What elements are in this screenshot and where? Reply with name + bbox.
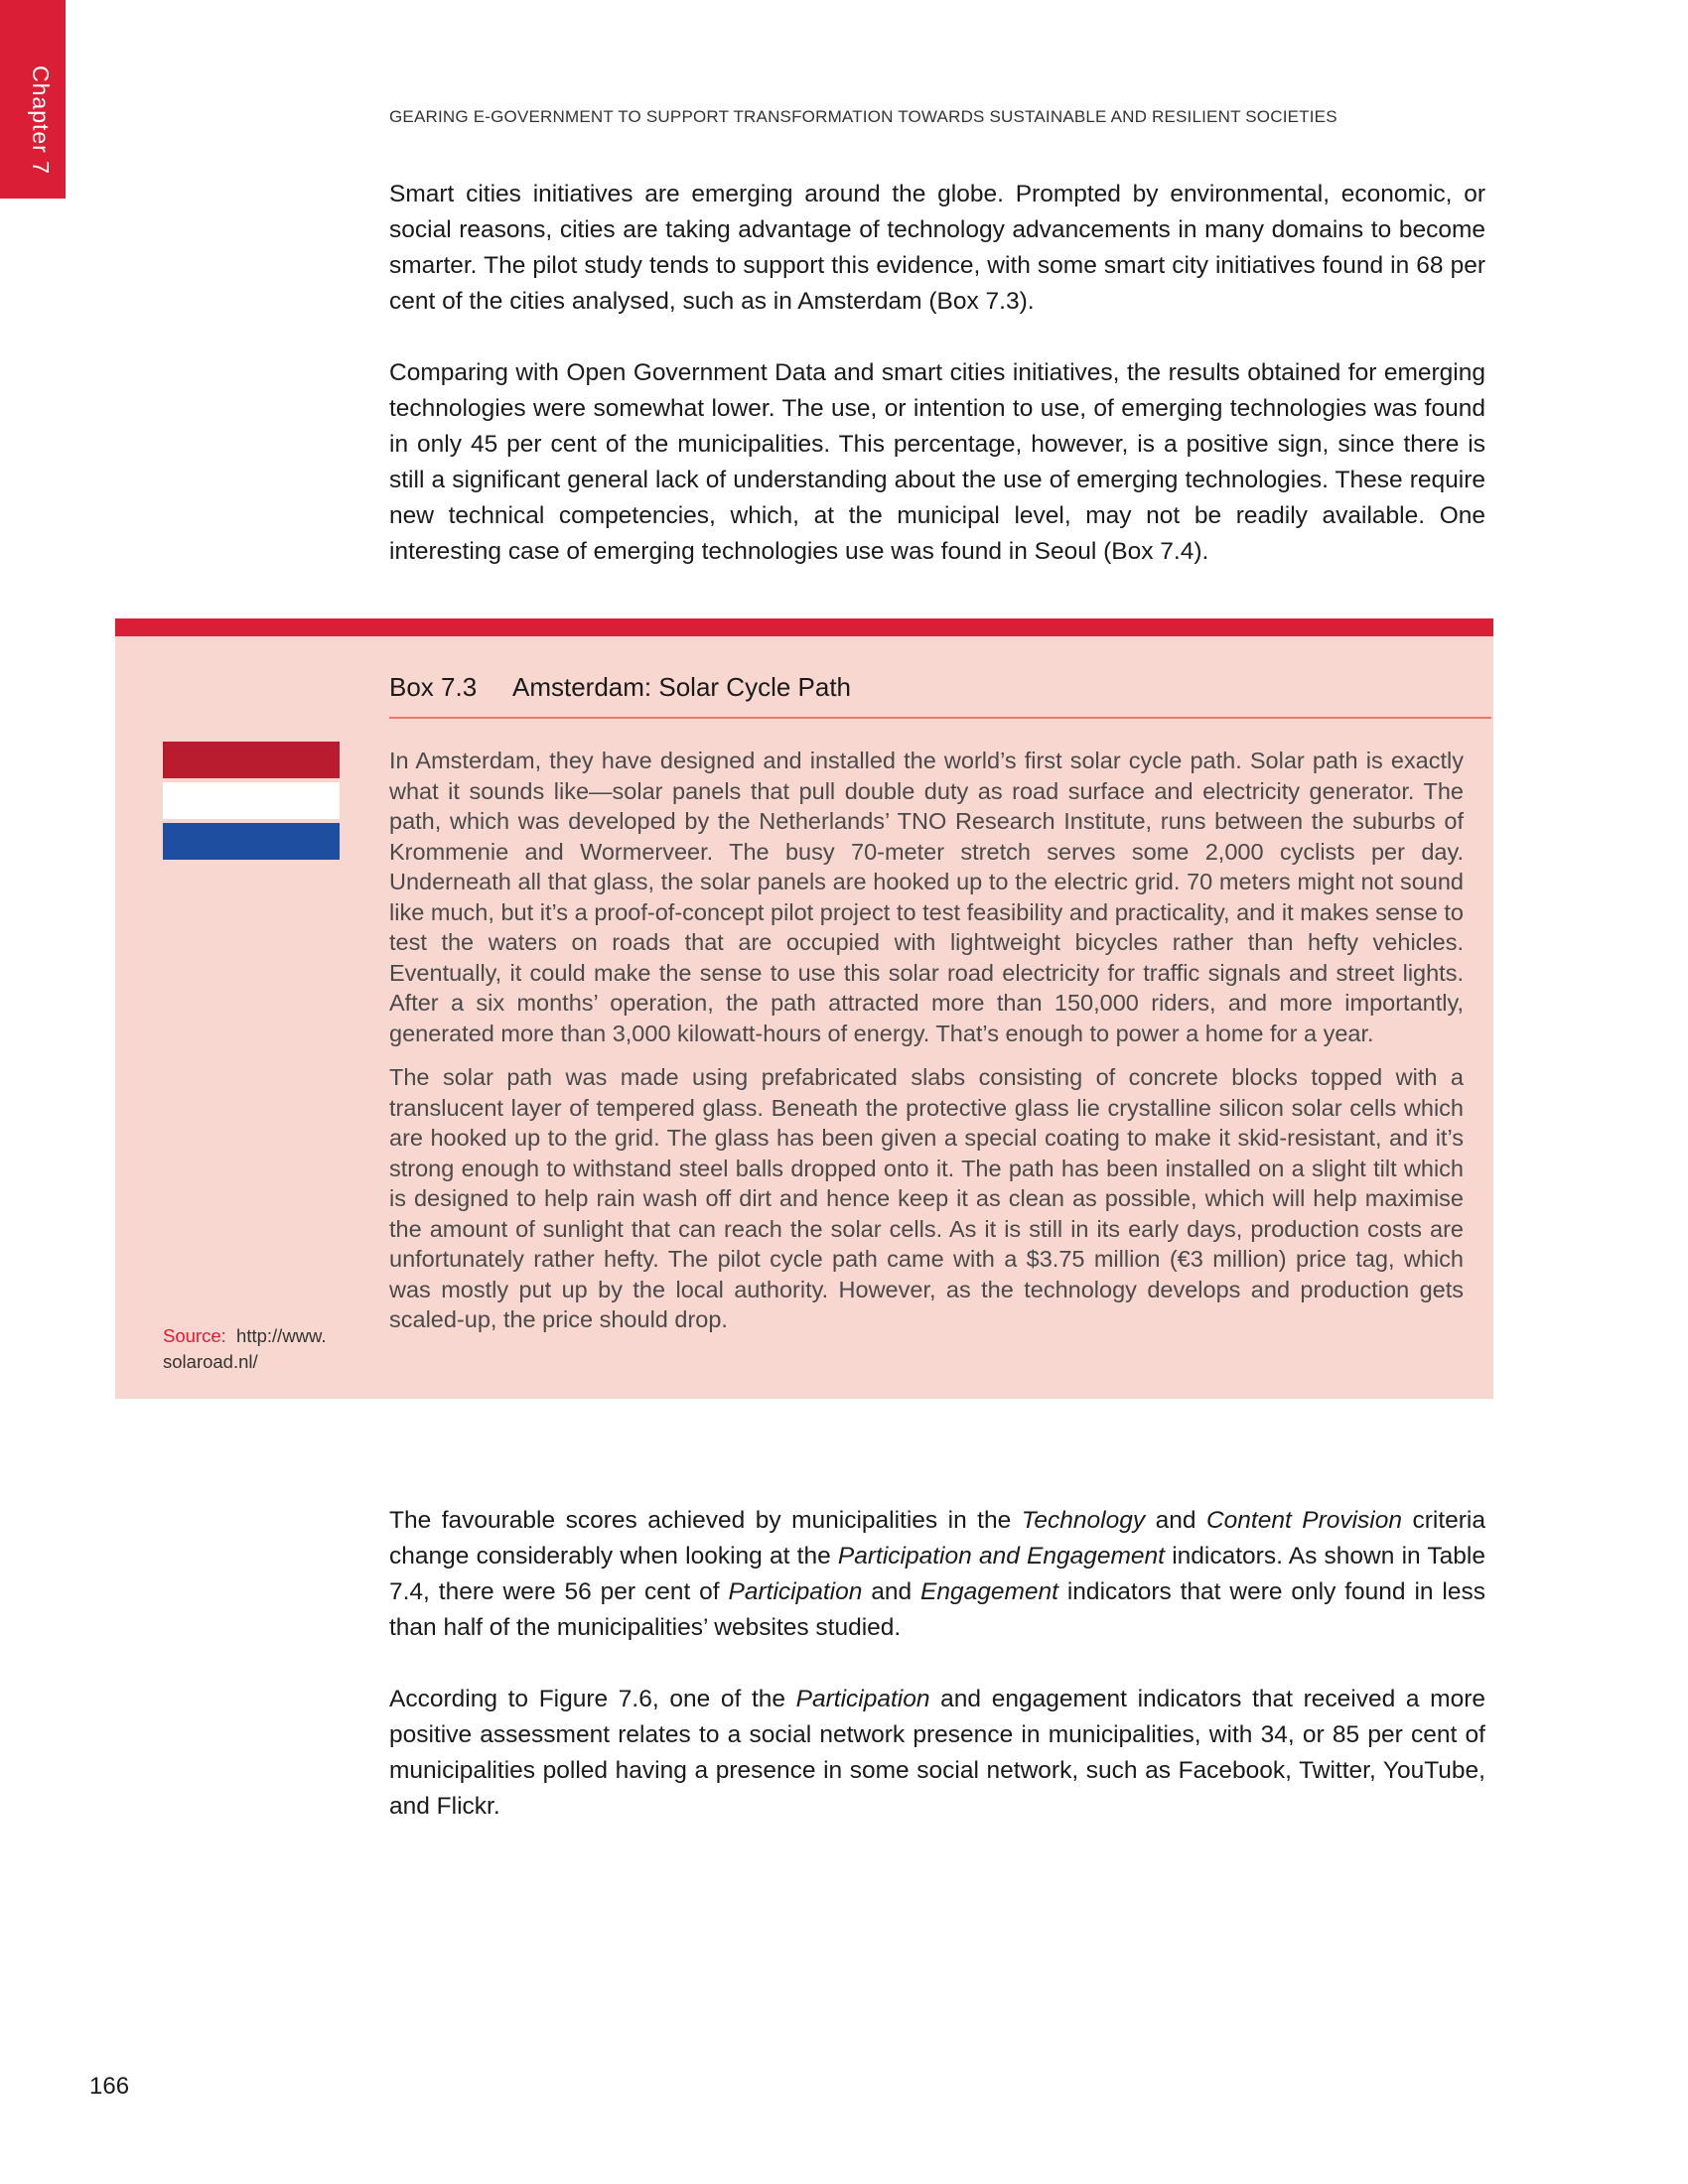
box-body [389,746,1464,1349]
paragraph: According to Figure 7.6, one of the Participation and engagement indicators that received a more positive assessment relates to a social network presence in municipalities, with 34, or 85 per cent of municipalities polled having a presence in some social network, such as Facebook, Twitter, YouTube, and Flickr. [389,1686,1485,1820]
paragraph: Comparing with Open Government Data and smart cities initiatives, the results obtained for emerging technologies were somewhat lower. The use, or intention to use, of emerging technologies was found in only 45 per cent of the municipalities. This percentage, however, is a positive sign, since there is still a significant general lack of understanding about the use of emerging technologies. These require new technical competencies, which, at the municipal level, may not be readily available. One interesting case of emerging technologies use was found in Seoul (Box 7.4). [389,359,1485,565]
body-text-bottom-2 [389,1682,1485,1825]
source-label: Source: [163,1325,226,1346]
box-number: Box 7.3 [389,672,478,702]
box-paragraph: The solar path was made using prefabricated slabs consisting of concrete blocks topped with a translucent layer of tempered glass. Beneath the protective glass lie crystalline silicon solar cells which are hooked up to the grid. The glass has been given a special coating to make it skid-resistant, and it’s strong enough to withstand steel balls dropped onto it. The path has been installed on a slight tilt which is designed to help rain wash off dirt and hence keep it as clean as possible, which will help maximise the amount of sunlight that can reach the solar cells. As it is still in its early days, production costs are unfortunately rather hefty. The pilot cycle path came with a $3.75 million (€3 million) price tag, which was mostly put up by the local authority. However, as the technology develops and production gets scaled-up, the price should drop. [389,1064,1464,1332]
box-title-text: Amsterdam: Solar Cycle Path [512,672,852,702]
page-number: 166 [89,2073,130,2100]
chapter-tab-label: Chapter 7 [28,66,54,176]
paragraph: Smart cities initiatives are emerging around the globe. Prompted by environmental, economic, or social reasons, cities are taking advantage of technology advancements in many domains to become smarter. The pilot study tends to support this evidence, with some smart city initiatives found in 68 per cent of the cities analysed, such as in Amsterdam (Box 7.3). [389,181,1485,315]
body-text-top-2 [389,355,1485,570]
paragraph: The favourable scores achieved by municipalities in the Technology and Content Provision criteria change considerably when looking at the Participation and Engagement indicators. As shown in Table 7.4, there were 56 per cent of Participation and Engagement indicators that were only found in less than half of the municipalities’ websites studied. [389,1507,1485,1641]
body-text-bottom [389,1503,1485,1646]
box-7-3 [115,618,1493,1399]
netherlands-flag-icon [163,742,340,861]
flag-stripe-red [163,742,340,778]
box-paragraph: In Amsterdam, they have designed and installed the world’s first solar cycle path. Solar path is exactly what it sounds like—solar panels that pull double duty as road surface and electricity generator. The path, which was developed by the Netherlands’ TNO Research Institute, runs between the suburbs of Krommenie and Wormerveer. The busy 70-meter stretch serves some 2,000 cyclists per day. Underneath all that glass, the solar panels are hooked up to the electric grid. 70 meters might not sound like much, but it’s a proof-of-concept pilot project to test feasibility and practicality, and it makes sense to test the waters on roads that are occupied with lightweight bicycles rather than hefty vehicles. Eventually, it could make the sense to use this solar road electricity for traffic signals and street lights. After a six months’ operation, the path attracted more than 150,000 riders, and more importantly, generated more than 3,000 kilowatt-hours of energy. That’s enough to power a home for a year. [389,748,1464,1046]
chapter-tab [0,0,66,199]
box-title [389,672,1491,719]
body-text-top [389,177,1485,320]
source-note [163,1323,352,1375]
flag-stripe-blue [163,823,340,860]
flag-stripe-white [163,782,340,819]
running-head: GEARING E-GOVERNMENT TO SUPPORT TRANSFORMATION TOWARDS SUSTAINABLE AND RESILIENT SOCIETIES [389,107,1337,126]
source-link[interactable]: http://www. solaroad.nl/ [163,1325,327,1372]
